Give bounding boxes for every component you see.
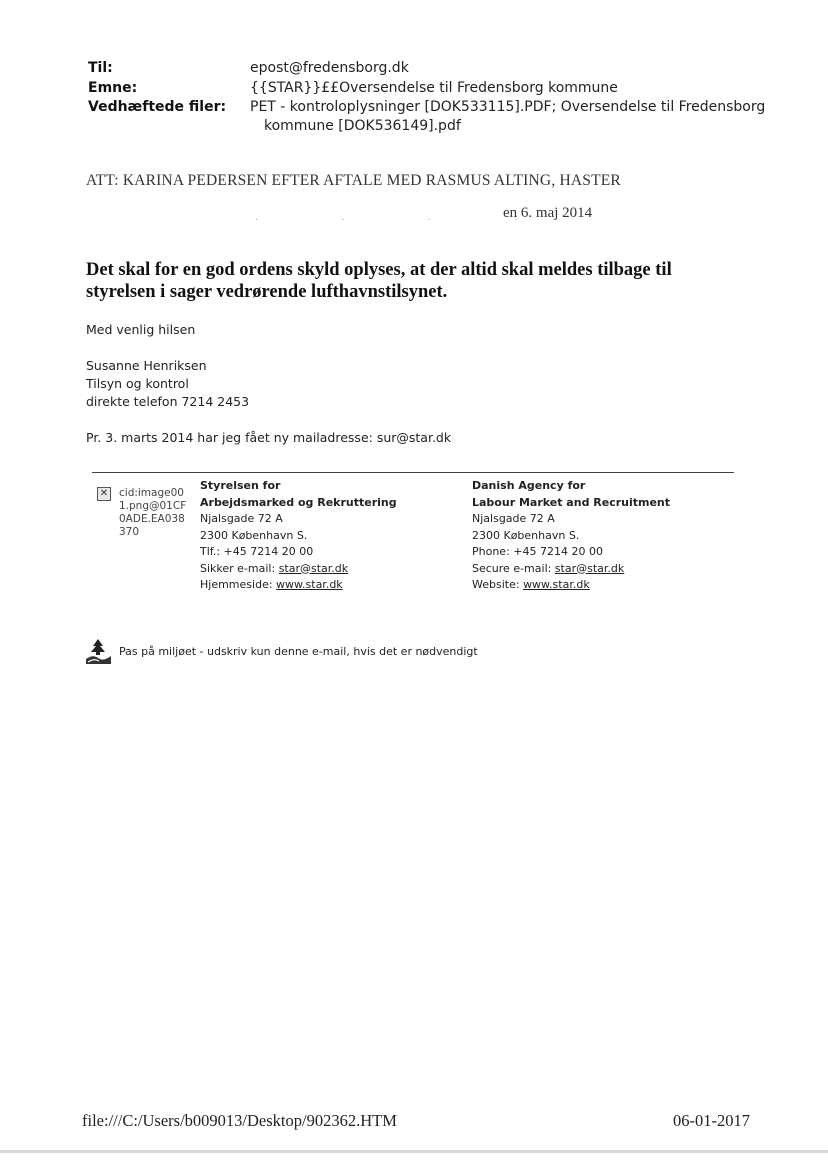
greeting: Med venlig hilsen: [86, 322, 196, 337]
english-phone: Phone: +45 7214 20 00: [472, 545, 603, 558]
footer-date: 06-01-2017: [673, 1111, 750, 1130]
danish-secure-email-row: [200, 561, 397, 578]
signature-divider: [92, 472, 734, 473]
danish-phone: Tlf.: +45 7214 20 00: [200, 545, 314, 558]
notice-text: Det skal for en god ordens skyld oplyses, at der altid skal meldes tilbage til styrelsen i sager vedrørende lufthavnstilsynet.: [86, 260, 672, 302]
danish-address-block: [200, 478, 397, 594]
broken-image-icon: ✕: [97, 487, 111, 501]
footer-file-path: file:///C:/Users/b009013/Desktop/902362.HTM: [82, 1111, 397, 1130]
danish-website-link[interactable]: www.star.dk: [276, 578, 343, 591]
attachments-line-2: kommune [DOK536149].pdf: [264, 118, 461, 134]
to-label: Til:: [88, 60, 113, 76]
danish-secure-label: Sikker e-mail:: [200, 561, 279, 575]
danish-website-row: [200, 577, 397, 594]
english-name-line-2: Labour Market and Recruitment: [472, 495, 671, 509]
signature-department: Tilsyn og kontrol: [86, 376, 189, 391]
attachments-line-1: PET - kontroloplysninger [DOK533115].PDF; Oversendelse til Fredensborg: [250, 99, 766, 115]
english-address-block: [472, 478, 670, 594]
english-secure-label: Secure e-mail:: [472, 561, 555, 575]
english-city: 2300 København S.: [472, 528, 580, 542]
english-website-label: Website:: [472, 578, 524, 591]
att-line: ATT: KARINA PEDERSEN EFTER AFTALE MED RASMUS ALTING, HASTER: [86, 172, 621, 189]
subject-value: {{STAR}}££Oversendelse til Fredensborg kommune: [250, 80, 618, 96]
english-website-row: [472, 577, 670, 594]
tree-environment-icon: [84, 637, 112, 669]
subject-label: Emne:: [88, 80, 138, 96]
image-alt-text: cid:image001.png@01CF0ADE.EA038370: [119, 487, 187, 538]
mail-notice: Pr. 3. marts 2014 har jeg fået ny mailadresse: sur@star.dk: [86, 430, 452, 445]
danish-secure-email-link[interactable]: star@star.dk: [278, 561, 349, 575]
scan-edge-line: [0, 1150, 828, 1153]
english-secure-email-row: [472, 561, 670, 578]
date-line: en 6. maj 2014: [503, 205, 593, 221]
signature-phone: direkte telefon 7214 2453: [86, 394, 250, 409]
danish-street: Njalsgade 72 A: [200, 512, 283, 525]
danish-website-label: Hjemmeside:: [200, 578, 277, 591]
danish-city: 2300 København S.: [200, 528, 308, 542]
attachments-label: Vedhæftede filer:: [88, 99, 227, 115]
redaction-specks: · · · ·: [255, 215, 558, 226]
signature-name: Susanne Henriksen: [86, 358, 207, 373]
danish-name-line-2: Arbejdsmarked og Rekruttering: [200, 495, 397, 509]
to-value: epost@fredensborg.dk: [250, 60, 409, 76]
danish-name-line-1: Styrelsen for: [200, 479, 281, 492]
english-website-link[interactable]: www.star.dk: [523, 578, 590, 591]
english-name-line-1: Danish Agency for: [472, 479, 586, 492]
english-secure-email-link[interactable]: star@star.dk: [554, 561, 625, 575]
environment-note: Pas på miljøet - udskriv kun denne e-mail, hvis det er nødvendigt: [119, 645, 478, 658]
english-street: Njalsgade 72 A: [472, 512, 555, 525]
